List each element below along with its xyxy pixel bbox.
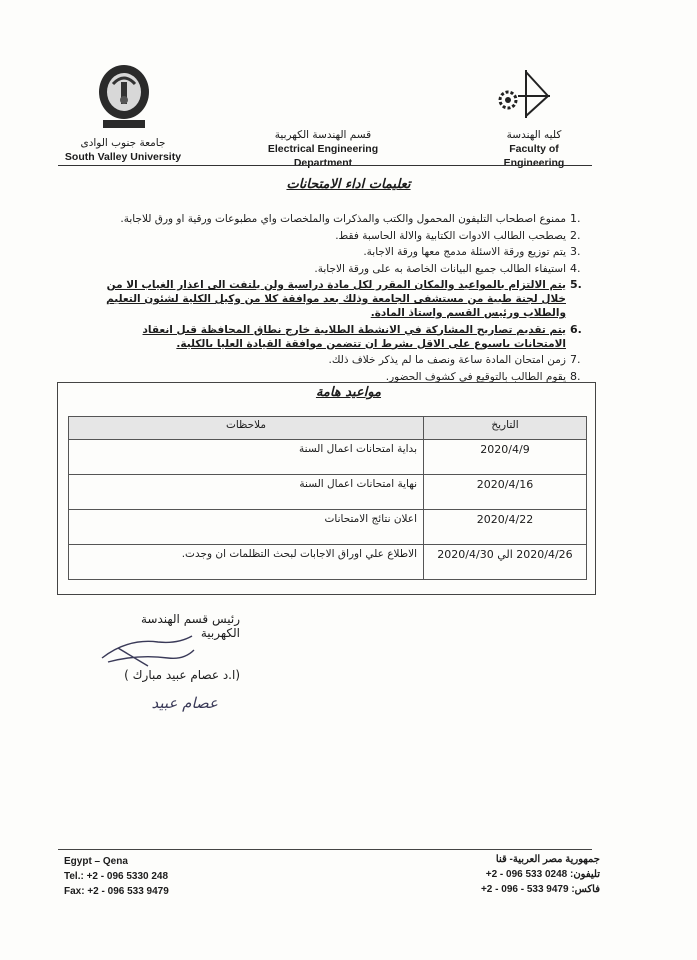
footer-contact-en bbox=[64, 854, 284, 899]
footer-tel-ar: تليفون: +2 - 096 533 0248 bbox=[485, 869, 600, 880]
table-row bbox=[69, 545, 587, 580]
footer-address-en: Egypt – Qena bbox=[64, 856, 128, 867]
instruction-item: 6. يتم تقديم تصاريح المشاركة في الانشطة الطلابية خارج نطاق المحافظة قبل انعقاد الامتحانات باسبوع على الاقل بشرط ان تتضمن موافقة القيادة العليا بالكلية. bbox=[142, 322, 582, 350]
footer-fax-en: Fax: +2 - 096 533 9479 bbox=[64, 886, 169, 897]
footer-address-ar: جمهورية مصر العربية- قنا bbox=[495, 854, 600, 865]
instruction-item: 5. يتم الالتزام بالمواعيد والمكان المقرر لكل مادة دراسية ولن يلتفت الى اعذار الغياب الا من خلال لجنة طبية من مستشفى الجامعة وذلك بعد موافقة كلا من وكيل الكلية لشئون التعليم والطلاب ورئيس القسم واستاذ المادة. bbox=[106, 278, 582, 319]
university-name-en: South Valley University bbox=[64, 151, 182, 163]
column-header-date: التاريخ bbox=[424, 417, 587, 440]
date-cell: 2020/4/9 bbox=[424, 440, 587, 475]
header-divider bbox=[58, 165, 592, 166]
table-header-row bbox=[69, 417, 587, 440]
important-dates-title: مواعيد هامة bbox=[315, 385, 382, 400]
footer-tel-en: Tel.: +2 - 096 5330 248 bbox=[64, 871, 169, 882]
faculty-logo-icon bbox=[496, 66, 552, 122]
signature-scribble-icon bbox=[98, 628, 198, 672]
table-row bbox=[69, 510, 587, 545]
date-cell: 2020/4/22 bbox=[424, 510, 587, 545]
handwritten-signature: عصام عبيد bbox=[151, 694, 218, 712]
note-cell: نهاية امتحانات اعمال السنة bbox=[69, 475, 424, 510]
faculty-name-ar: كليه الهندسة bbox=[506, 129, 562, 141]
footer-contact-ar bbox=[440, 852, 600, 897]
note-cell: اعلان نتائج الامتحانات bbox=[69, 510, 424, 545]
university-name bbox=[58, 136, 188, 164]
instruction-item: 3. يتم توزيع ورقة الاسئلة مدمج معها ورقة الاجابة. bbox=[363, 245, 581, 258]
date-cell: 2020/4/16 bbox=[424, 475, 587, 510]
date-cell: 2020/4/26 الي 2020/4/30 bbox=[424, 545, 587, 580]
university-logo-icon bbox=[95, 60, 153, 130]
instruction-item: 7. زمن امتحان المادة ساعة ونصف ما لم يذكر خلاف ذلك. bbox=[328, 353, 581, 366]
faculty-name-en: Faculty of Engineering bbox=[503, 143, 565, 169]
department-name bbox=[238, 128, 408, 170]
department-name-en: Electrical Engineering Department bbox=[267, 143, 379, 169]
instruction-item: 8. يقوم الطالب بالتوقيع في كشوف الحضور. bbox=[385, 369, 581, 383]
signatory-name: (ا.د عصام عبيد مبارك ) bbox=[124, 668, 240, 682]
column-header-notes: ملاحظات bbox=[69, 417, 424, 440]
instructions-title: تعليمات اداء الامتحانات bbox=[286, 177, 411, 192]
table-row bbox=[69, 440, 587, 475]
important-dates-table bbox=[68, 416, 587, 580]
university-name-ar: جامعة جنوب الوادى bbox=[80, 137, 166, 149]
instruction-item: 1. ممنوع اصطحاب التليفون المحمول والكتب والمذكرات والملخصات واي مطبوعات ورقية او ورق للاجابة. bbox=[120, 212, 581, 225]
footer-fax-ar: فاكس: +2 - 096 - 533 9479 bbox=[480, 884, 600, 895]
instructions-list bbox=[92, 212, 592, 386]
table-row bbox=[69, 475, 587, 510]
note-cell: الاطلاع علي اوراق الاجابات لبحث التظلمات ان وجدت. bbox=[69, 545, 424, 580]
instruction-item: 4. استيفاء الطالب جميع البيانات الخاصة به على ورقة الاجابة. bbox=[314, 261, 581, 275]
instruction-item: 2. يصطحب الطالب الادوات الكتابية والالة الحاسبة فقط. bbox=[335, 228, 581, 242]
faculty-name bbox=[478, 128, 590, 170]
signatory-title: رئيس قسم الهندسة الكهربية bbox=[140, 612, 240, 640]
footer-divider bbox=[58, 849, 592, 850]
note-cell: بداية امتحانات اعمال السنة bbox=[69, 440, 424, 475]
department-name-ar: قسم الهندسة الكهربية bbox=[274, 129, 372, 141]
